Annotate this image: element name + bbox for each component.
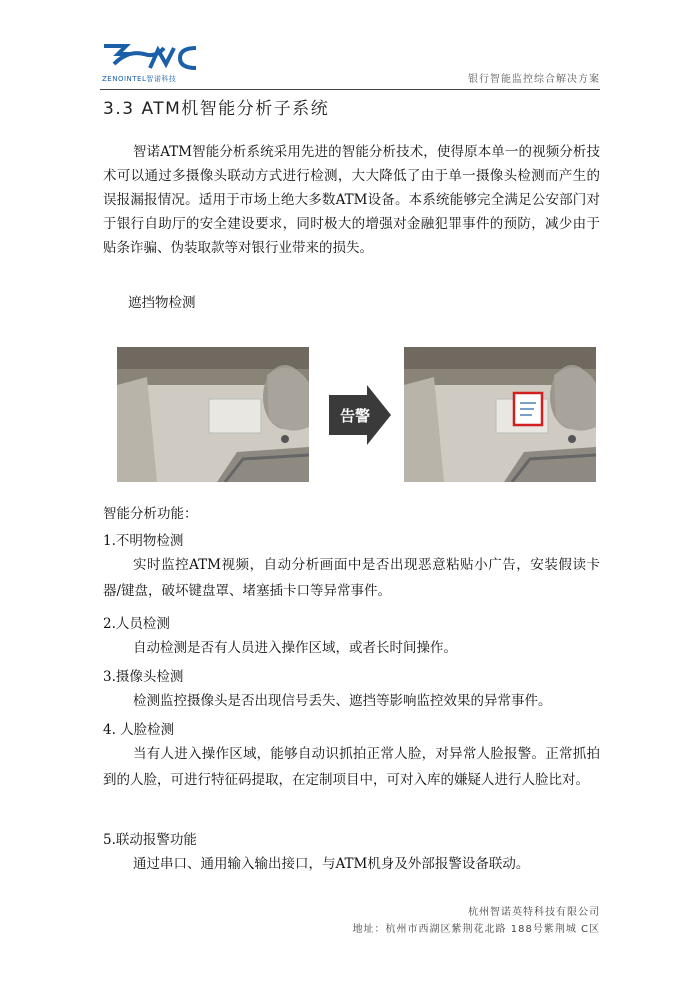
header-divider (100, 89, 600, 90)
feature-title: 1.不明物检测 (103, 533, 184, 549)
feature-title: 2.人员检测 (103, 616, 170, 632)
feature-title: 5.联动报警功能 (103, 832, 197, 848)
atm-photo-before (117, 347, 309, 482)
footer-address: 地址：杭州市西湖区紫荆花北路 188号紫荆城 C区 (352, 924, 600, 935)
alarm-label: 告警 (339, 407, 370, 425)
logo-text: ZENOINTEL智诺科技 (102, 75, 177, 83)
figure-subtitle: 遮挡物检测 (128, 295, 196, 311)
feature-title: 4. 人脸检测 (103, 722, 175, 738)
section-title: 3.3 ATM机智能分析子系统 (103, 99, 330, 119)
feature-description: 实时监控ATM视频，自动分析画面中是否出现恶意粘贴小广告，安装假读卡器/键盘，破坏键盘罩、堵塞插卡口等异常事件。 (103, 557, 600, 599)
company-logo (100, 40, 220, 90)
document-title: 银行智能监控综合解决方案 (468, 74, 600, 85)
feature-description: 通过串口、通用输入输出接口，与ATM机身及外部报警设备联动。 (133, 856, 530, 872)
atm-photo-alarm (404, 347, 596, 482)
footer-company: 杭州智诺英特科技有限公司 (468, 907, 600, 918)
feature-description: 当有人进入操作区域，能够自动识抓拍正常人脸，对异常人脸报警。正常抓拍到的人脸，可进行特征码提取，在定制项目中，可对入库的嫌疑人进行人脸比对。 (103, 746, 600, 788)
feature-description: 检测监控摄像头是否出现信号丢失、遮挡等影响监控效果的异常事件。 (133, 693, 552, 709)
feature-title: 3.摄像头检测 (103, 669, 184, 685)
features-heading: 智能分析功能： (103, 506, 198, 522)
feature-description: 自动检测是否有人员进入操作区域，或者长时间操作。 (133, 640, 457, 656)
detection-figure (117, 347, 597, 482)
page-header (100, 40, 600, 92)
intro-paragraph: 智诺ATM智能分析系统采用先进的智能分析技术，使得原本单一的视频分析技术可以通过多摄像头联动方式进行检测，大大降低了由于单一摄像头检测而产生的误报漏报情况。适用于市场上绝大多数ATM设备。本系统能够完全满足公安部门对于银行自助厅的安全建设要求，同时极大的增强对金融犯罪事件的预防，减少由于贴条诈骗、伪装取款等对银行业带来的损失。 (103, 144, 600, 256)
